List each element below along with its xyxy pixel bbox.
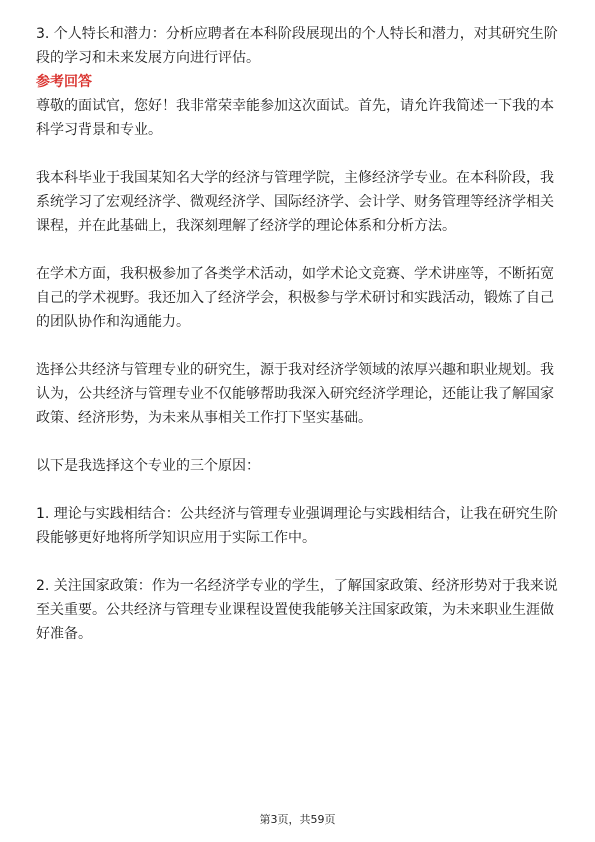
page-number: 第3页，共59页 [259,813,336,826]
document-body [36,22,558,646]
reason-item-1: 1. 理论与实践相结合：公共经济与管理专业强调理论与实践相结合，让我在研究生阶段能够更好地将所学知识应用于实际工作中。 [36,506,558,546]
paragraph-greeting: 尊敬的面试官，您好！我非常荣幸能参加这次面试。首先，请允许我简述一下我的本科学习背景和专业。 [36,98,554,138]
paragraph-reasons-intro: 以下是我选择这个专业的三个原因： [36,458,260,474]
answer-heading: 参考回答 [36,74,92,90]
paragraph-motivation: 选择公共经济与管理专业的研究生，源于我对经济学领域的浓厚兴趣和职业规划。我认为，公共经济与管理专业不仅能够帮助我深入研究经济学理论，还能让我了解国家政策、经济形势，为未来从事相关工作打下坚实基础。 [36,362,554,426]
paragraph-academic: 在学术方面，我积极参加了各类学术活动，如学术论文竞赛、学术讲座等，不断拓宽自己的学术视野。我还加入了经济学会，积极参与学术研讨和实践活动，锻炼了自己的团队协作和沟通能力。 [36,266,554,330]
paragraph-education: 我本科毕业于我国某知名大学的经济与管理学院，主修经济学专业。在本科阶段，我系统学习了宏观经济学、微观经济学、国际经济学、会计学、财务管理等经济学相关课程，并在此基础上，我深刻理解了经济学的理论体系和分析方法。 [36,170,554,234]
reason-item-2: 2. 关注国家政策：作为一名经济学专业的学生，了解国家政策、经济形势对于我来说至关重要。公共经济与管理专业课程设置使我能够关注国家政策，为未来职业生涯做好准备。 [36,578,558,642]
criteria-item-3: 3. 个人特长和潜力：分析应聘者在本科阶段展现出的个人特长和潜力，对其研究生阶段的学习和未来发展方向进行评估。 [36,26,558,66]
